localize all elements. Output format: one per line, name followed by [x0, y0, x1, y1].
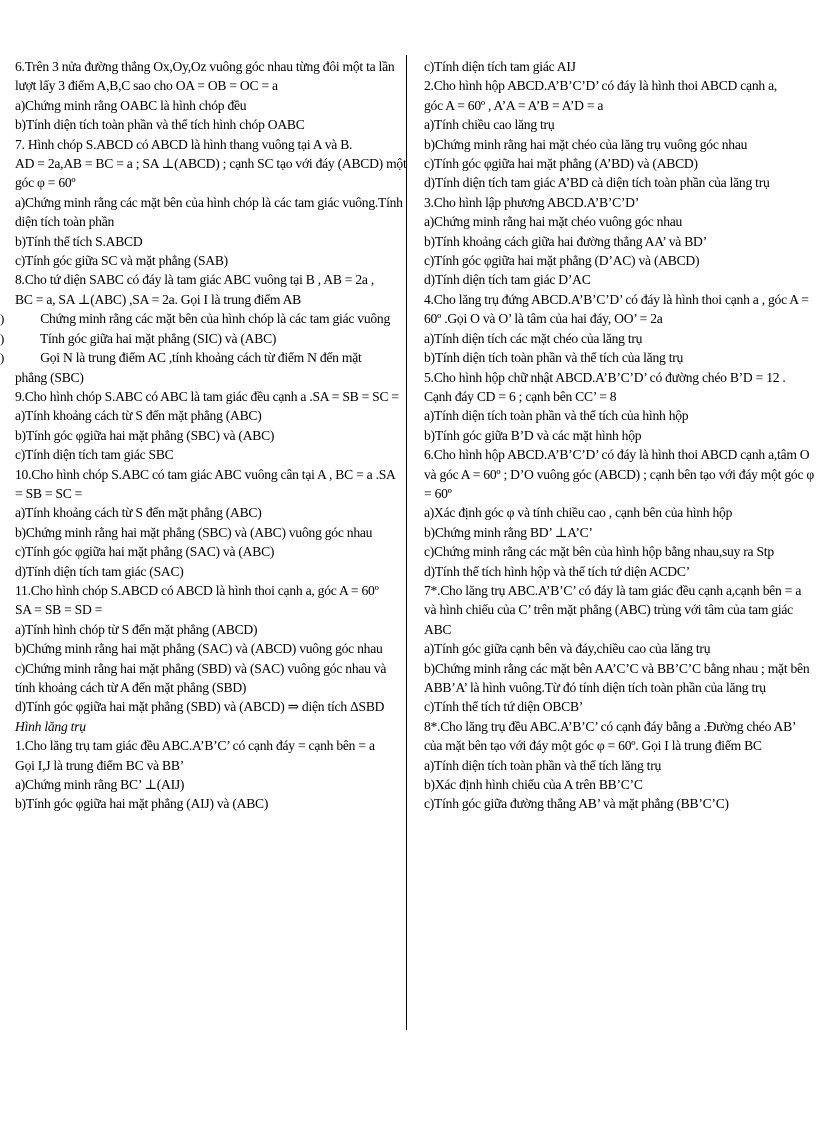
left-column-line: c)Tính góc φgiữa hai mặt phẳng (SAC) và (ABC)	[15, 544, 275, 560]
right-column-line: d)Tính diện tích tam giác D’AC	[424, 272, 591, 288]
right-column-line: a)Tính diện tích toàn phần và thể tích của hình hộp	[424, 408, 689, 424]
right-column-line: 4.Cho lăng trụ đứng ABCD.A’B’C’D’ có đáy là hình thoi cạnh a , góc A =	[424, 291, 809, 307]
left-column-line: b)Tính góc φgiữa hai mặt phẳng (AIJ) và (ABC)	[15, 796, 269, 812]
edge-mark: )	[0, 330, 5, 346]
left-column-line: a)Chứng minh rằng OABC là hình chóp đều	[15, 97, 247, 113]
right-column-line: ABC	[424, 621, 452, 637]
left-column-line: b)Tính thể tích S.ABCD	[15, 233, 143, 249]
right-column-line: a)Xác định góc φ và tính chiều cao , cạnh bên của hình hộp	[424, 505, 733, 521]
left-column-line: b)Chứng minh rằng hai mặt phẳng (SAC) và (ABCD) vuông góc nhau	[15, 641, 383, 657]
left-column-line: 9.Cho hình chóp S.ABC có ABC là tam giác đều cạnh a .SA = SB = SC =	[15, 388, 399, 404]
right-column-line: 6.Cho hình hộp ABCD.A’B’C’D’ có đáy là hình thoi ABCD cạnh a,tâm O	[424, 447, 810, 463]
right-column-line: a)Tính góc giữa cạnh bên và đáy,chiều cao của lăng trụ	[424, 641, 711, 657]
right-column-line: và góc A = 60º ; D’O vuông góc (ABCD) ; cạnh bên tạo với đáy một góc φ	[424, 466, 814, 482]
left-column-line: b)Chứng minh rằng hai mặt phẳng (SBC) và (ABC) vuông góc nhau	[15, 524, 373, 540]
right-column-line: c)Tính góc giữa đường thẳng AB’ và mặt phẳng (BB’C’C)	[424, 796, 729, 812]
edge-mark: )	[0, 350, 5, 365]
right-column-line: d)Tính diện tích tam giác A’BD cà diện tích toàn phần của lăng trụ	[424, 175, 770, 191]
left-column-line: d)Tính diện tích tam giác (SAC)	[15, 563, 184, 579]
right-column-line: Cạnh đáy CD = 6 ; cạnh bên CC’ = 8	[424, 388, 617, 404]
edge-mark: )	[0, 311, 5, 327]
right-column-line: 3.Cho hình lập phương ABCD.A’B’C’D’	[424, 194, 640, 210]
right-column-line: b)Chứng minh rằng BD’ ⊥A’C’	[424, 524, 593, 540]
right-column-line: 2.Cho hình hộp ABCD.A’B’C’D’ có đáy là hình thoi ABCD cạnh a,	[424, 78, 778, 94]
left-column-line: a)Tính khoảng cách từ S đến mặt phẳng (ABC)	[15, 408, 262, 424]
left-column-line: a)Chứng minh rằng các mặt bên của hình chóp là các tam giác vuông.Tính	[15, 194, 403, 210]
left-column-line: SA = SB = SD =	[15, 602, 103, 618]
column-divider	[406, 55, 407, 1030]
right-column-line: 7*.Cho lăng trụ ABC.A’B’C’ có đáy là tam giác đều cạnh a,cạnh bên = a	[424, 582, 802, 598]
right-column-line: c)Tính thể tích tứ diện OBCB’	[424, 699, 584, 715]
left-column-line: c)Tính diện tích tam giác SBC	[15, 447, 174, 463]
left-column-line: c)Chứng minh rằng hai mặt phẳng (SBD) và (SAC) vuông góc nhau và	[15, 660, 387, 676]
left-column-line: Gọi I,J là trung điểm BC và BB’	[15, 757, 184, 773]
left-column-line: Gọi N là trung điểm AC ,tính khoảng cách từ điểm N đến mặt	[15, 350, 362, 366]
right-column-line: b)Tính góc giữa B’D và các mặt hình hộp	[424, 427, 642, 443]
left-column-line: b)Tính diện tích toàn phần và thể tích hình chóp OABC	[15, 117, 305, 133]
left-column-line: Tính góc giữa hai mặt phẳng (SIC) và (ABC)	[15, 330, 277, 346]
right-column-line: góc A = 60º , A’A = A’B = A’D = a	[424, 97, 604, 113]
left-column-line: 7. Hình chóp S.ABCD có ABCD là hình thang vuông tại A và B.	[15, 136, 353, 152]
right-column-line: c)Tính góc φgiữa hai mặt phẳng (D’AC) và (ABCD)	[424, 253, 700, 269]
right-column-line: b)Xác định hình chiếu của A trên BB’C’C	[424, 777, 643, 793]
left-column-line: 11.Cho hình chóp S.ABCD có ABCD là hình thoi cạnh a, góc A = 60º	[15, 582, 379, 598]
left-column-line: b)Tính góc φgiữa hai mặt phẳng (SBC) và (ABC)	[15, 427, 275, 443]
right-column-line: a)Tính chiều cao lăng trụ	[424, 117, 555, 133]
left-column-line: d)Tính góc φgiữa hai mặt phẳng (SBD) và (ABCD) ⇒ diện tích ΔSBD	[15, 699, 385, 715]
left-column-line: AD = 2a,AB = BC = a ; SA ⊥(ABCD) ; cạnh SC tạo với đáy (ABCD) một	[15, 156, 407, 172]
right-column-line: 5.Cho hình hộp chữ nhật ABCD.A’B’C’D’ có đường chéo B’D = 12 .	[424, 369, 786, 385]
left-column-line: a)Tính hình chóp từ S đến mặt phẳng (ABCD)	[15, 621, 258, 637]
left-column-line: 1.Cho lăng trụ tam giác đều ABC.A’B’C’ có cạnh đáy = cạnh bên = a	[15, 738, 375, 754]
left-column-line: = SB = SC =	[15, 485, 83, 501]
right-column-line: c)Tính diện tích tam giác AIJ	[424, 59, 576, 74]
left-column-line: góc φ = 60º	[15, 175, 76, 191]
left-column-line: phẳng (SBC)	[15, 369, 84, 385]
right-column-line: a)Tính diện tích toàn phần và thể tích lăng trụ	[424, 757, 662, 773]
right-column-line: 60º .Gọi O và O’ là tâm của hai đáy, OO’ = 2a	[424, 311, 663, 327]
right-column-line: ABB’A’ là hình vuông.Từ đó tính diện tích toàn phần của lăng trụ	[424, 680, 766, 695]
left-column-line: a)Tính khoảng cách từ S đến mặt phẳng (ABC)	[15, 505, 262, 521]
left-column-line: lượt lấy 3 điểm A,B,C sao cho OA = OB = OC = a	[15, 78, 278, 94]
right-column-line: b)Chứng minh rằng hai mặt chéo của lăng trụ vuông góc nhau	[424, 136, 748, 152]
left-column-line: a)Chứng minh rằng BC’ ⊥(AIJ)	[15, 777, 185, 793]
right-column-line: b)Tính khoảng cách giữa hai đường thẳng AA’ và BD’	[424, 233, 707, 249]
right-column-line: c)Chứng minh rằng các mặt bên của hình hộp bằng nhau,suy ra Stp	[424, 544, 774, 560]
left-column-line: c)Tính góc giữa SC và mặt phẳng (SAB)	[15, 253, 228, 269]
right-column-line: d)Tính thể tích hình hộp và thể tích tứ diện ACDC’	[424, 563, 690, 579]
right-column-line: a)Chứng minh rằng hai mặt chéo vuông góc nhau	[424, 214, 683, 230]
left-column-line: 6.Trên 3 nửa đường thẳng Ox,Oy,Oz vuông góc nhau từng đôi một ta lần	[15, 59, 395, 74]
left-column	[15, 57, 407, 814]
left-column-line: 10.Cho hình chóp S.ABC có tam giác ABC vuông cân tại A , BC = a .SA	[15, 466, 396, 482]
right-column-line: 8*.Cho lăng trụ đều ABC.A’B’C’ có cạnh đáy bằng a .Đường chéo AB’	[424, 718, 797, 734]
right-column-line: b)Tính diện tích toàn phần và thể tích của lăng trụ	[424, 350, 684, 366]
left-column-line: 8.Cho tứ diện SABC có đáy là tam giác ABC vuông tại B , AB = 2a ,	[15, 272, 374, 288]
right-column-line: của mặt bên tạo với đáy một góc φ = 60º. Gọi I là trung điểm BC	[424, 738, 762, 754]
right-column-line: và hình chiếu của C’ trên mặt phẳng (ABC) trùng với tâm của tam giác	[424, 602, 793, 618]
left-column-line: diện tích toàn phần	[15, 214, 115, 230]
right-column-line: c)Tính góc φgiữa hai mặt phẳng (A’BD) và (ABCD)	[424, 156, 698, 172]
left-column-line: Hình lăng trụ	[15, 718, 86, 734]
right-column-line: a)Tính diện tích các mặt chéo của lăng trụ	[424, 330, 643, 346]
right-column	[424, 57, 814, 814]
left-column-line: BC = a, SA ⊥(ABC) ,SA = 2a. Gọi I là trung điểm AB	[15, 291, 301, 307]
left-column-line: Chứng minh rằng các mặt bên của hình chóp là các tam giác vuông	[15, 311, 391, 327]
right-column-line: = 60º	[424, 485, 452, 501]
right-column-line: b)Chứng minh rằng các mặt bên AA’C’C và BB’C’C bằng nhau ; mặt bên	[424, 660, 810, 676]
left-column-line: tính khoảng cách từ A đến mặt phẳng (SBD)	[15, 680, 247, 695]
